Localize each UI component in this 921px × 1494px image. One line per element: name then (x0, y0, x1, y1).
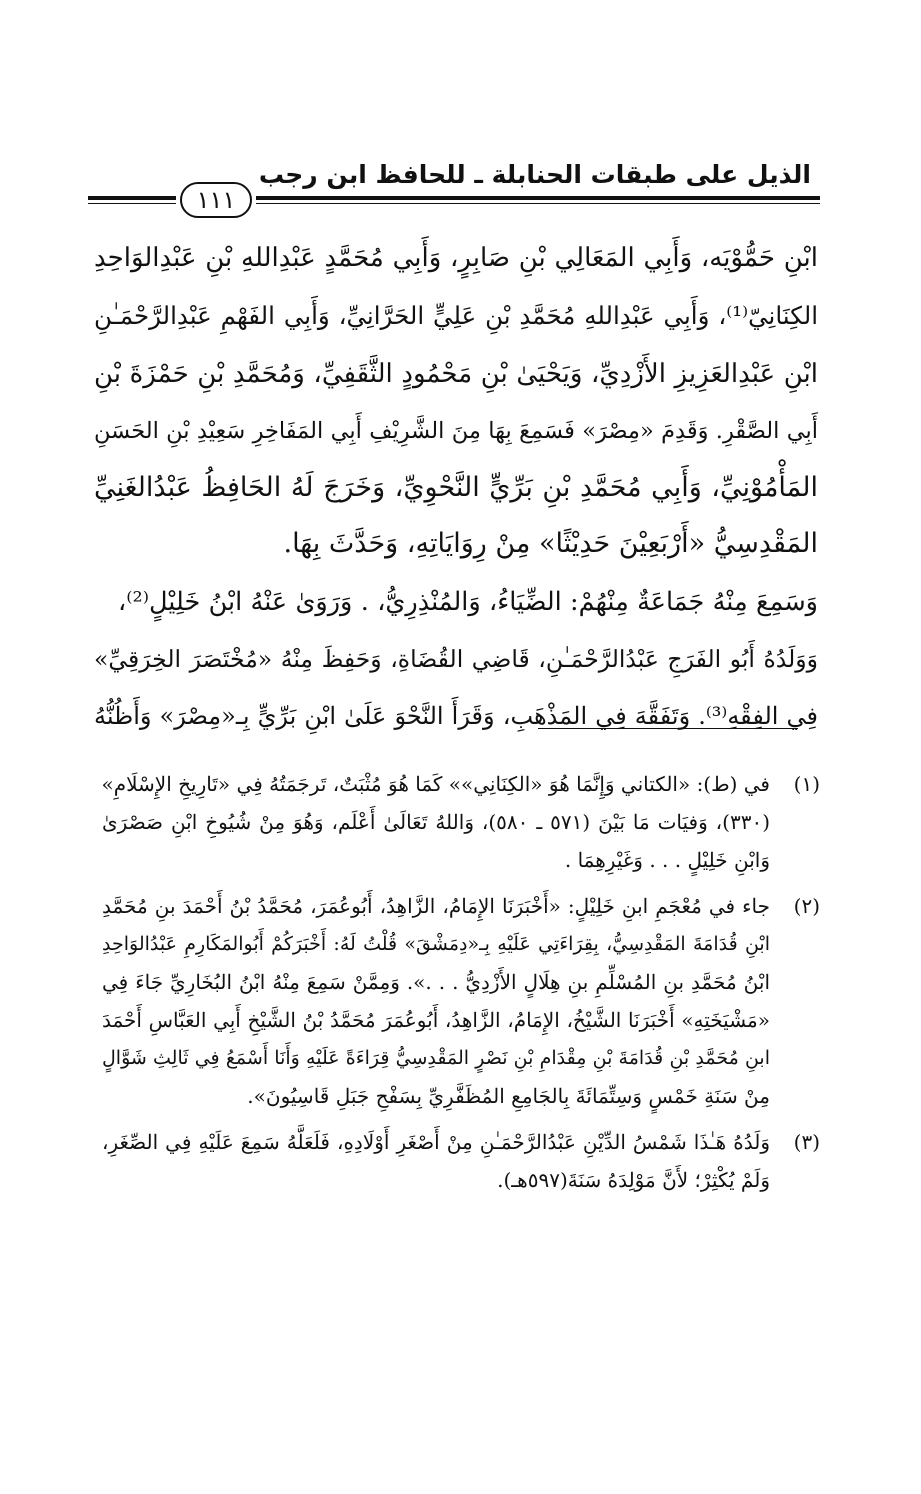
running-title: الذيل على طبقات الحنابلة ـ للحافظ ابن رجب (258, 160, 811, 189)
text-line: المَقْدِسِيُّ «أَرْبَعِيْنَ حَدِيْثًا» مِنْ رِوَايَاتِهِ، وَحَدَّثَ بِهَا. (283, 528, 818, 559)
text-line: فِي الفِقْهِ⁽³⁾. وَتَفَقَّهَ فِي المَذْهَبِ، وَقَرَأَ النَّحْوَ عَلَىٰ ابْنِ بَرِّيٍّ بِـ«مِصْرَ» وَأَظُنُّهُ (94, 702, 819, 730)
footnote-line: (٣٣٠)، وَفيَات مَا بَيْنَ (٥٧١ ـ ٥٨٠)، وَاللهُ تَعَالَىٰ أَعْلَم، وَهُوَ مِنْ شُيُوخِ ابْنِ صَصْرَىٰ (102, 810, 770, 834)
footnote-line: ابنِ مُحَمَّدِ بْنِ قُدَامَةَ بْنِ مِقْدَامِ بْنِ نَصْرٍ المَقْدِسِيُّ قِرَاءَةً عَلَيْهِ وَأَنَا أَسْمَعُ فِي ثَالِثِ شَوَّالٍ (102, 1047, 770, 1069)
footnote-line: جاء في مُعْجَمِ ابنِ خَلِيْلٍ: «أَخْبَرَنَا الإِمَامُ، الزَّاهِدُ، أَبُوعُمَرَ، مُحَمَّدُ بْنُ أَحْمَدَ بنِ مُحَمَّدِ (102, 894, 770, 918)
footnote-line: مِنْ سَنَةِ خَمْسٍ وَسِتِّمَائَةَ بِالجَامِعِ المُظَفَّرِيِّ بِسَفْحِ جَبَلِ قَاسِيُونَ». (247, 1084, 770, 1108)
text-line: الكِنَانِيّ⁽¹⁾، وَأَبِي عَبْدِاللهِ مُحَمَّدِ بْنِ عَلِيٍّ الحَرَّانِيِّ، وَأَبِي الفَهْمِ عَبْدِالرَّحْمَـٰنِ (94, 301, 818, 330)
footnote-line: وَلَدُهُ هَـٰذَا شَمْسُ الدِّيْنِ عَبْدُالرَّحْمَـٰنِ مِنْ أَصْغَرِ أَوْلَادِهِ، فَلَعَلَّهُ سَمِعَ عَلَيْهِ فِي الصِّغَرِ، (102, 1130, 770, 1154)
footnote-marker: (٢) (793, 894, 820, 918)
footnote-line: ابْنِ قُدَامَةَ المَقْدِسِيُّ، بِقِرَاءَتِي عَلَيْهِ بِـ«دِمَشْقَ» قُلْتُ لَهُ: أَخْبَرَكُمْ أَبُوالمَكَارِمِ عَبْدُالوَاحِدِ (102, 933, 770, 955)
text-line: وَوَلَدُهُ أَبُو الفَرَجِ عَبْدُالرَّحْمَـٰنِ، قَاضِي القُضَاةِ، وَحَفِظَ مِنْهُ «مُخْتَصَرَ الخِرَقِيِّ» (94, 645, 818, 673)
footnote-line: وَابْنِ خَلِيْلٍ . . . وَغَيْرِهِمَا . (564, 848, 770, 872)
footnote-line: في (ط): «الكتاني وَإِنَّمَا هُوَ «الكِنَانِي»» كَمَا هُوَ مُثْبَتٌ، تَرجَمَتُهُ فِي «تَارِيخِ الإِسْلَامِ» (101, 772, 770, 796)
text-line: وَسَمِعَ مِنْهُ جَمَاعَةٌ مِنْهُمْ: الضِّيَاءُ، وَالمُنْذِرِيُّ، . وَرَوَىٰ عَنْهُ ابْنُ خَلِيْلٍ⁽²⁾، (118, 587, 818, 617)
footnote-line: ابْنُ مُحَمَّدِ بنِ المُسْلِّمِ بنِ هِلَالٍ الأَزْدِيُّ . . .». وَمِمَّنْ سَمِعَ مِنْهُ ابْنُ البُخَارِيِّ جَاءَ فِي (102, 970, 770, 994)
footnote-line: «مَشْيَخَتِهِ» أَخْبَرَنَا الشَّيْخُ، الإِمَامُ، الزَّاهِدُ، أَبُوعُمَرَ مُحَمَّدُ بْنُ الشَّيْخِ أَبِي العَبَّاسِ أَحْمَدَ (102, 1008, 770, 1032)
page-number: ١١١ (180, 182, 252, 218)
text-line: ابْنِ حَمُّوْيَه، وَأَبِي المَعَالِي بْنِ صَابِرٍ، وَأَبِي مُحَمَّدٍ عَبْدِاللهِ بْنِ عَبْدِالوَاحِدِ (94, 243, 818, 273)
text-line: المَأْمُوْنِيِّ، وَأَبِي مُحَمَّدِ بْنِ بَرِّيٍّ النَّحْوِيِّ، وَخَرَجَ لَهُ الحَافِظُ عَبْدُالغَنِيِّ (94, 472, 818, 503)
footnote-marker: (٣) (793, 1130, 820, 1154)
footnote-marker: (١) (793, 772, 820, 796)
footnote-line: وَلَمْ يُكْثِرْ؛ لأَنَّ مَوْلِدَهُ سَنَةَ(٥٩٧هـ). (497, 1168, 770, 1192)
footnote-separator (538, 728, 798, 729)
text-line: أَبِي الصَّقْرِ. وَقَدِمَ «مِصْرَ» فَسَمِعَ بِهَا مِنَ الشَّرِيْفِ أَبِي المَفَاخِرِ سَعِيْدِ بْنِ الحَسَنِ (94, 418, 818, 444)
text-line: ابْنِ عَبْدِالعَزِيزِ الأَزْدِيِّ، وَيَحْيَىٰ بْنِ مَحْمُودٍ الثَّقَفِيِّ، وَمُحَمَّدِ بْنِ حَمْزَةَ بْنِ (94, 359, 818, 389)
header-rule (88, 182, 820, 222)
